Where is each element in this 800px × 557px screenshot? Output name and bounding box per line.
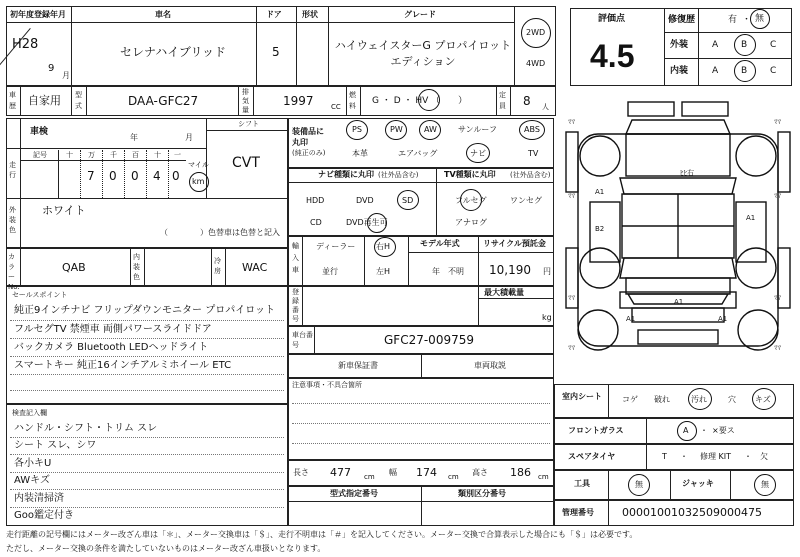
inspector-line-1: ハンドル・シフト・トリム スレ <box>14 423 158 434</box>
r2c6 <box>346 86 347 116</box>
model-value: DAA-GFC27 <box>128 94 199 108</box>
chassis-label: 車台番号 <box>292 331 313 349</box>
nt-dl3 <box>292 443 550 444</box>
sl-dl4 <box>10 374 284 375</box>
unit-1: 万 <box>88 151 95 159</box>
im-c3 <box>478 236 479 286</box>
row2-box <box>6 86 556 116</box>
doors-value: 5 <box>272 45 280 59</box>
mg-c0 <box>608 500 609 526</box>
rg-r1 <box>478 298 554 299</box>
glass-sep: ・ <box>700 426 708 435</box>
inspector-line-4: AWキズ <box>14 475 50 486</box>
sales-line-3: バックカメラ Bluetooth LEDヘッドライト <box>14 342 209 353</box>
month-value: 9 <box>48 63 55 74</box>
hdr-line <box>6 22 284 23</box>
nt-r1 <box>288 182 554 183</box>
height-label: 高さ <box>472 468 488 477</box>
chassis-value: GFC27-009759 <box>384 333 474 347</box>
insp-month: 月 <box>185 133 193 142</box>
seat-stain: 汚れ <box>691 395 707 404</box>
ip-dl4 <box>10 489 284 490</box>
rg-c1 <box>478 286 479 326</box>
recycle-value: 10,190 <box>489 263 531 277</box>
sl-dl2 <box>10 338 284 339</box>
repair-yes: 有 <box>728 15 738 25</box>
sl-dl1 <box>10 320 284 321</box>
width-label: 幅 <box>389 468 397 477</box>
sl-dl5 <box>10 390 284 391</box>
interior-label: 内装 <box>670 66 689 76</box>
in-r1 <box>6 148 206 149</box>
svg-text:ﾏﾏ: ﾏﾏ <box>568 192 575 200</box>
inspector-line-5: 内装清掃済 <box>14 493 64 504</box>
tv-sub: (社外品含む) <box>510 171 551 179</box>
model-label: 型式 <box>75 91 82 110</box>
nt-c1 <box>436 168 437 236</box>
cc-c0 <box>20 248 21 286</box>
length-value: 477 <box>330 466 351 479</box>
height-unit: cm <box>538 473 549 481</box>
shift-value: CVT <box>232 155 260 171</box>
sales-label: セールスポイント <box>12 291 68 299</box>
capacity-value: 8 <box>523 94 531 108</box>
mgmt-value: 00001001032509000475 <box>622 506 762 519</box>
ev-r1 <box>664 32 792 33</box>
tv-analog: アナログ <box>455 218 487 227</box>
length-label: 長さ <box>293 468 309 477</box>
unit-3: 百 <box>132 151 139 159</box>
in-r2 <box>6 198 288 199</box>
svg-text:ﾏﾏ: ﾏﾏ <box>774 118 781 126</box>
ev-c2 <box>698 8 699 86</box>
width-unit: cm <box>448 473 459 481</box>
insp-year: 年 <box>130 133 138 142</box>
footer-line-1: 走行距離の記号欄にはメーター改ざん車は「＊」、メーター交換車は「＄」、走行不明車は「＃」を記入してください。メーター交換で合算表示した場合にも「＄」は必要です。 <box>6 530 638 539</box>
type-label: 型式指定番号 <box>330 489 378 498</box>
spare-kit: 修理 KIT <box>700 452 732 461</box>
tl-c1 <box>670 470 671 500</box>
import-label: 輸入車 <box>292 242 299 274</box>
ev-r2 <box>664 58 792 59</box>
digit-1: 0 <box>109 169 117 183</box>
sales-line-2: フルセグTV 禁煙車 両側パワースライドドア <box>14 324 212 335</box>
ev-c1 <box>664 8 665 86</box>
svg-text:ﾏﾏ: ﾏﾏ <box>568 294 575 302</box>
sales-line-4: スマートキー 純正16インチアルミホイール ETC <box>14 360 232 371</box>
equipment-sub: (純正のみ) <box>292 149 326 157</box>
car-diagram <box>562 98 794 388</box>
svg-text:ﾏﾏ: ﾏﾏ <box>568 344 575 352</box>
im-r1 <box>408 252 554 253</box>
mi-line <box>20 160 186 161</box>
tl-c0 <box>608 470 609 500</box>
import-parallel: 並行 <box>322 267 338 276</box>
int-c: C <box>770 66 777 76</box>
new-cert: 新車保証書 <box>338 361 378 370</box>
colorcode-value: QAB <box>62 261 86 274</box>
svg-text:ﾏﾏ: ﾏﾏ <box>774 344 781 352</box>
eq-navi: ナビ <box>470 149 486 158</box>
unit-2: 千 <box>110 151 117 159</box>
diag-label-7: ﾋﾋ右 <box>680 169 694 177</box>
digit-4: 0 <box>172 169 180 183</box>
exterior-label: 外装 <box>670 40 689 50</box>
mi-v3 <box>124 150 125 198</box>
eval-label: 評価点 <box>598 14 626 24</box>
nt-dl1 <box>292 403 550 404</box>
col3 <box>296 6 297 86</box>
import-left: 左H <box>376 267 391 276</box>
mileage-label: 走行 <box>9 161 16 179</box>
eq-pw: PW <box>390 125 403 134</box>
svg-text:ﾏﾏ: ﾏﾏ <box>774 294 781 302</box>
ext-b: B <box>741 40 748 50</box>
person-unit: 人 <box>542 103 549 111</box>
r2c1 <box>20 86 21 116</box>
sp-c0 <box>646 444 647 470</box>
r2c7 <box>360 86 361 116</box>
svg-text:ﾏﾏ: ﾏﾏ <box>774 192 781 200</box>
spare-label: スペアタイヤ <box>568 452 616 461</box>
sales-line-1: 純正9インチナビ フリップダウンモニター プロパイロット <box>14 305 276 316</box>
r2c4 <box>238 86 239 116</box>
col2 <box>256 6 257 86</box>
cc-unit: CC <box>331 103 341 111</box>
cc-c3 <box>211 248 212 286</box>
mi-v0 <box>58 150 59 198</box>
recycle-yen: 円 <box>543 267 551 276</box>
tv-oneseg: ワンセグ <box>510 196 542 205</box>
mi-v4 <box>146 150 147 198</box>
notes-label: 注意事項・不具合箇所 <box>292 381 362 389</box>
nt-dl2 <box>292 423 550 424</box>
equipment-label: 装備品に丸印 <box>292 127 324 147</box>
cap-label: 定員 <box>499 91 506 110</box>
weight-label: 最大積載量 <box>484 288 524 297</box>
repair-sep: ・ <box>742 15 752 25</box>
im-c2 <box>408 236 409 286</box>
glass-label: フロントガラス <box>568 426 624 435</box>
ext-a: A <box>712 40 719 50</box>
ip-dl1 <box>10 437 284 438</box>
eq-aw: AW <box>424 125 437 134</box>
im-c0 <box>302 236 303 286</box>
r2c5 <box>253 86 254 116</box>
diag-label-3: A1 <box>674 298 684 306</box>
width-value: 174 <box>416 466 437 479</box>
tools-none: 無 <box>635 480 643 489</box>
month-unit: 月 <box>62 71 70 80</box>
color-note: （ ）色替車は色替と記入 <box>160 228 280 237</box>
shift-label: シフト <box>238 120 259 128</box>
car-name-label: 車名 <box>155 10 171 19</box>
spare-t: T <box>662 452 667 461</box>
seat-yabure: 破れ <box>654 395 670 404</box>
drive-2wd: 2WD <box>526 28 546 37</box>
glass-a: A <box>683 426 689 435</box>
car-use-value: 自家用 <box>28 94 61 107</box>
grade-label: グレード <box>404 10 436 19</box>
mark-label: 記号 <box>33 151 47 159</box>
r2c8 <box>496 86 497 116</box>
col5 <box>514 6 515 86</box>
digit-0: 7 <box>87 169 95 183</box>
repair-label: 修復歴 <box>668 15 696 25</box>
col1 <box>71 6 72 86</box>
navi-sub: (社外品含む) <box>378 171 419 179</box>
mile-label: マイル <box>188 161 209 169</box>
cc-c1 <box>130 248 131 286</box>
navi-hdd: HDD <box>306 196 325 205</box>
repair-none: 無 <box>755 14 765 24</box>
ty-c0 <box>421 486 422 526</box>
glass-req: ×要ス <box>712 426 735 435</box>
import-right: 右H <box>376 242 391 251</box>
diag-label-2: B2 <box>595 225 605 233</box>
diag-label-6: A1 <box>718 315 728 323</box>
r2c9 <box>510 86 511 116</box>
car-name-value: セレナハイブリッド <box>120 45 226 59</box>
st-c0 <box>608 384 609 418</box>
tv-fullseg: フルセグ <box>455 196 487 205</box>
eval-score: 4.5 <box>590 38 635 74</box>
unit-5: 一 <box>174 151 181 159</box>
diag-label-4: A1 <box>746 214 756 222</box>
eq-abs: ABS <box>524 125 540 134</box>
era-value: H28 <box>12 37 39 52</box>
colorcode-label: カラーNo. <box>8 253 20 291</box>
rg-c0 <box>302 286 303 326</box>
col4 <box>328 6 329 86</box>
mi-v2 <box>102 150 103 198</box>
ac-label: 冷房 <box>214 257 221 275</box>
shape-label: 形状 <box>302 10 318 19</box>
mi-v1 <box>80 150 81 198</box>
im-c1 <box>364 236 365 286</box>
seat-koge: コゲ <box>622 395 638 404</box>
digit-3: 4 <box>153 169 161 183</box>
displacement-value: 1997 <box>283 94 314 108</box>
navi-cd: CD <box>310 218 322 227</box>
model-year-label: モデル年式 <box>420 239 460 248</box>
in-c0 <box>20 118 21 248</box>
ch-c0 <box>314 326 315 354</box>
spare-none: 欠 <box>760 452 768 461</box>
r2c3 <box>86 86 87 116</box>
color-value: ホワイト <box>42 204 86 217</box>
navi-dvd: DVD <box>356 196 374 205</box>
tl-c2 <box>730 470 731 500</box>
spare-sep1: ・ <box>680 452 688 461</box>
ty-r1 <box>288 501 554 502</box>
mi-v5 <box>168 150 169 198</box>
unit-0: 十 <box>66 151 73 159</box>
height-value: 186 <box>510 466 531 479</box>
inspector-label: 検査記入欄 <box>12 409 47 417</box>
eq-airbag: エアバッグ <box>398 149 438 158</box>
inspection-label: 車検 <box>30 127 49 137</box>
int-b: B <box>741 66 748 76</box>
inspector-line-6: Goo鑑定付き <box>14 510 74 521</box>
unit-4: 十 <box>154 151 161 159</box>
svg-text:ﾏﾏ: ﾏﾏ <box>568 118 575 126</box>
ce-c0 <box>421 354 422 378</box>
fuel-options: G ・ D ・ HV （ ） <box>372 96 468 106</box>
navi-label: ナビ種類に丸印 <box>318 170 374 179</box>
model-year-value: 年 不明 <box>432 267 464 276</box>
class-label: 類別区分番号 <box>458 489 506 498</box>
hdr-line2 <box>284 22 514 23</box>
mgmt-label: 管理番号 <box>562 508 594 517</box>
door-label: ドア <box>266 10 282 19</box>
tools-label: 工具 <box>574 479 590 488</box>
color-label: 外装色 <box>9 206 16 234</box>
diag-label-1: A1 <box>595 188 605 196</box>
in-r0 <box>206 130 288 131</box>
inspector-line-2: シート スレ、シワ <box>14 440 97 451</box>
jack-none: 無 <box>761 480 769 489</box>
eq-ps: PS <box>352 125 362 134</box>
jack-label: ジャッキ <box>682 479 714 488</box>
int-color-label: 内装色 <box>133 253 140 281</box>
cc-c2 <box>144 248 145 286</box>
seat-label: 室内シート <box>562 392 602 401</box>
footer-line-2: ただし、メーター交換の条件を満たしていないものはメーター改ざん車扱いとなります。 <box>6 544 326 553</box>
car-use-label: 車歴 <box>9 91 16 110</box>
ac-value: WAC <box>242 261 268 274</box>
tv-label: TV種類に丸印 <box>444 170 496 179</box>
reg-year-label: 初年度登録年月 <box>10 10 66 19</box>
ext-c: C <box>770 40 777 50</box>
fuel-label: 燃料 <box>349 91 356 110</box>
grade-value: ハイウェイスターG プロパイロット エディション <box>334 39 512 68</box>
eq-tv: TV <box>528 149 539 158</box>
drive-4wd: 4WD <box>526 59 546 68</box>
reg-label: 登録番号 <box>292 288 299 323</box>
ip-dl3 <box>10 472 284 473</box>
eq-sunroof: サンルーフ <box>458 125 497 134</box>
import-dealer: ディーラー <box>316 242 356 251</box>
ip-dl5 <box>10 507 284 508</box>
disp-label: 排気量 <box>242 88 249 114</box>
length-unit: cm <box>364 473 375 481</box>
inspector-line-3: 各小キU <box>14 458 52 469</box>
seat-hole: 穴 <box>728 395 736 404</box>
eq-leather: 本革 <box>352 149 368 158</box>
ip-dl2 <box>10 454 284 455</box>
manual: 車両取説 <box>474 361 506 370</box>
km-label: km <box>192 177 205 186</box>
notes-box <box>288 378 554 460</box>
r2c2 <box>71 86 72 116</box>
spare-sep2: ・ <box>744 452 752 461</box>
digit-2: 0 <box>131 169 139 183</box>
gl-c0 <box>646 418 647 444</box>
recycle-label: リサイクル預託金 <box>483 239 546 248</box>
seat-scratch: キズ <box>755 395 771 404</box>
diag-label-5: A1 <box>626 315 636 323</box>
sl-dl3 <box>10 356 284 357</box>
fuel-hv-circle <box>418 89 440 111</box>
navi-dvd-play: DVD再生可 <box>346 218 388 227</box>
navi-sd: SD <box>402 196 414 205</box>
int-a: A <box>712 66 719 76</box>
cc-c4 <box>225 248 226 286</box>
weight-kg: kg <box>542 313 552 322</box>
